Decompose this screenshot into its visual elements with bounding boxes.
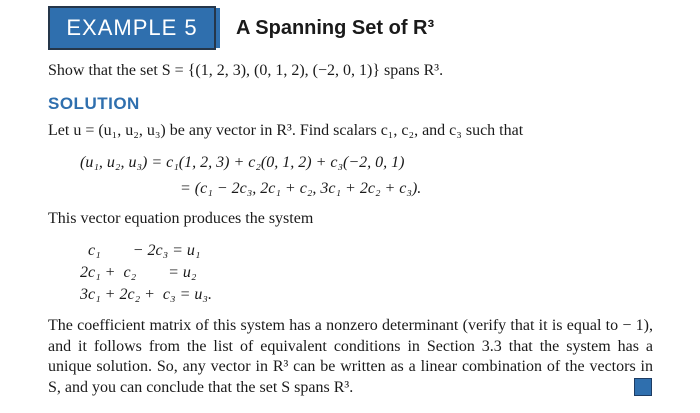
equation-line-1: (u₁, u₂, u₃) = c₁(1, 2, 3) + c₂(0, 1, 2) + c₃(−2, 0, 1) xyxy=(80,154,405,171)
system-equation-1: c₁ − 2c₃ = u₁ xyxy=(88,242,201,259)
solution-heading: SOLUTION xyxy=(48,94,140,113)
conclusion-paragraph: The coefficient matrix of this system has a nonzero determinant (verify that it is equal to − 1), and it follows from the list of equivalent conditions in Section 3.3 that the system has a unique solution. So, any vector in R³ can be written as a linear combination of the vectors in S, and you can conclude that the set S spans R³. xyxy=(48,317,653,396)
intro-line: Let u = (u₁, u₂, u₃) be any vector in R³. Find scalars c₁, c₂, and c₃ such that xyxy=(48,122,524,139)
system-intro: This vector equation produces the system xyxy=(48,210,314,227)
equation-line-2: = (c₁ − 2c₃, 2c₁ + c₂, 3c₁ + 2c₂ + c₃). xyxy=(180,180,422,197)
example-title: A Spanning Set of R³ xyxy=(236,17,435,39)
example-header xyxy=(48,6,608,50)
system-equation-2: 2c₁ + c₂ = u₂ xyxy=(80,264,197,281)
example-label: EXAMPLE 5 xyxy=(48,6,216,50)
system-equation-3: 3c₁ + 2c₂ + c₃ = u₃. xyxy=(80,286,212,303)
header-divider xyxy=(216,8,220,48)
end-of-example-square-icon xyxy=(634,378,652,396)
problem-statement: Show that the set S = {(1, 2, 3), (0, 1, 2), (−2, 0, 1)} spans R³. xyxy=(48,62,444,79)
